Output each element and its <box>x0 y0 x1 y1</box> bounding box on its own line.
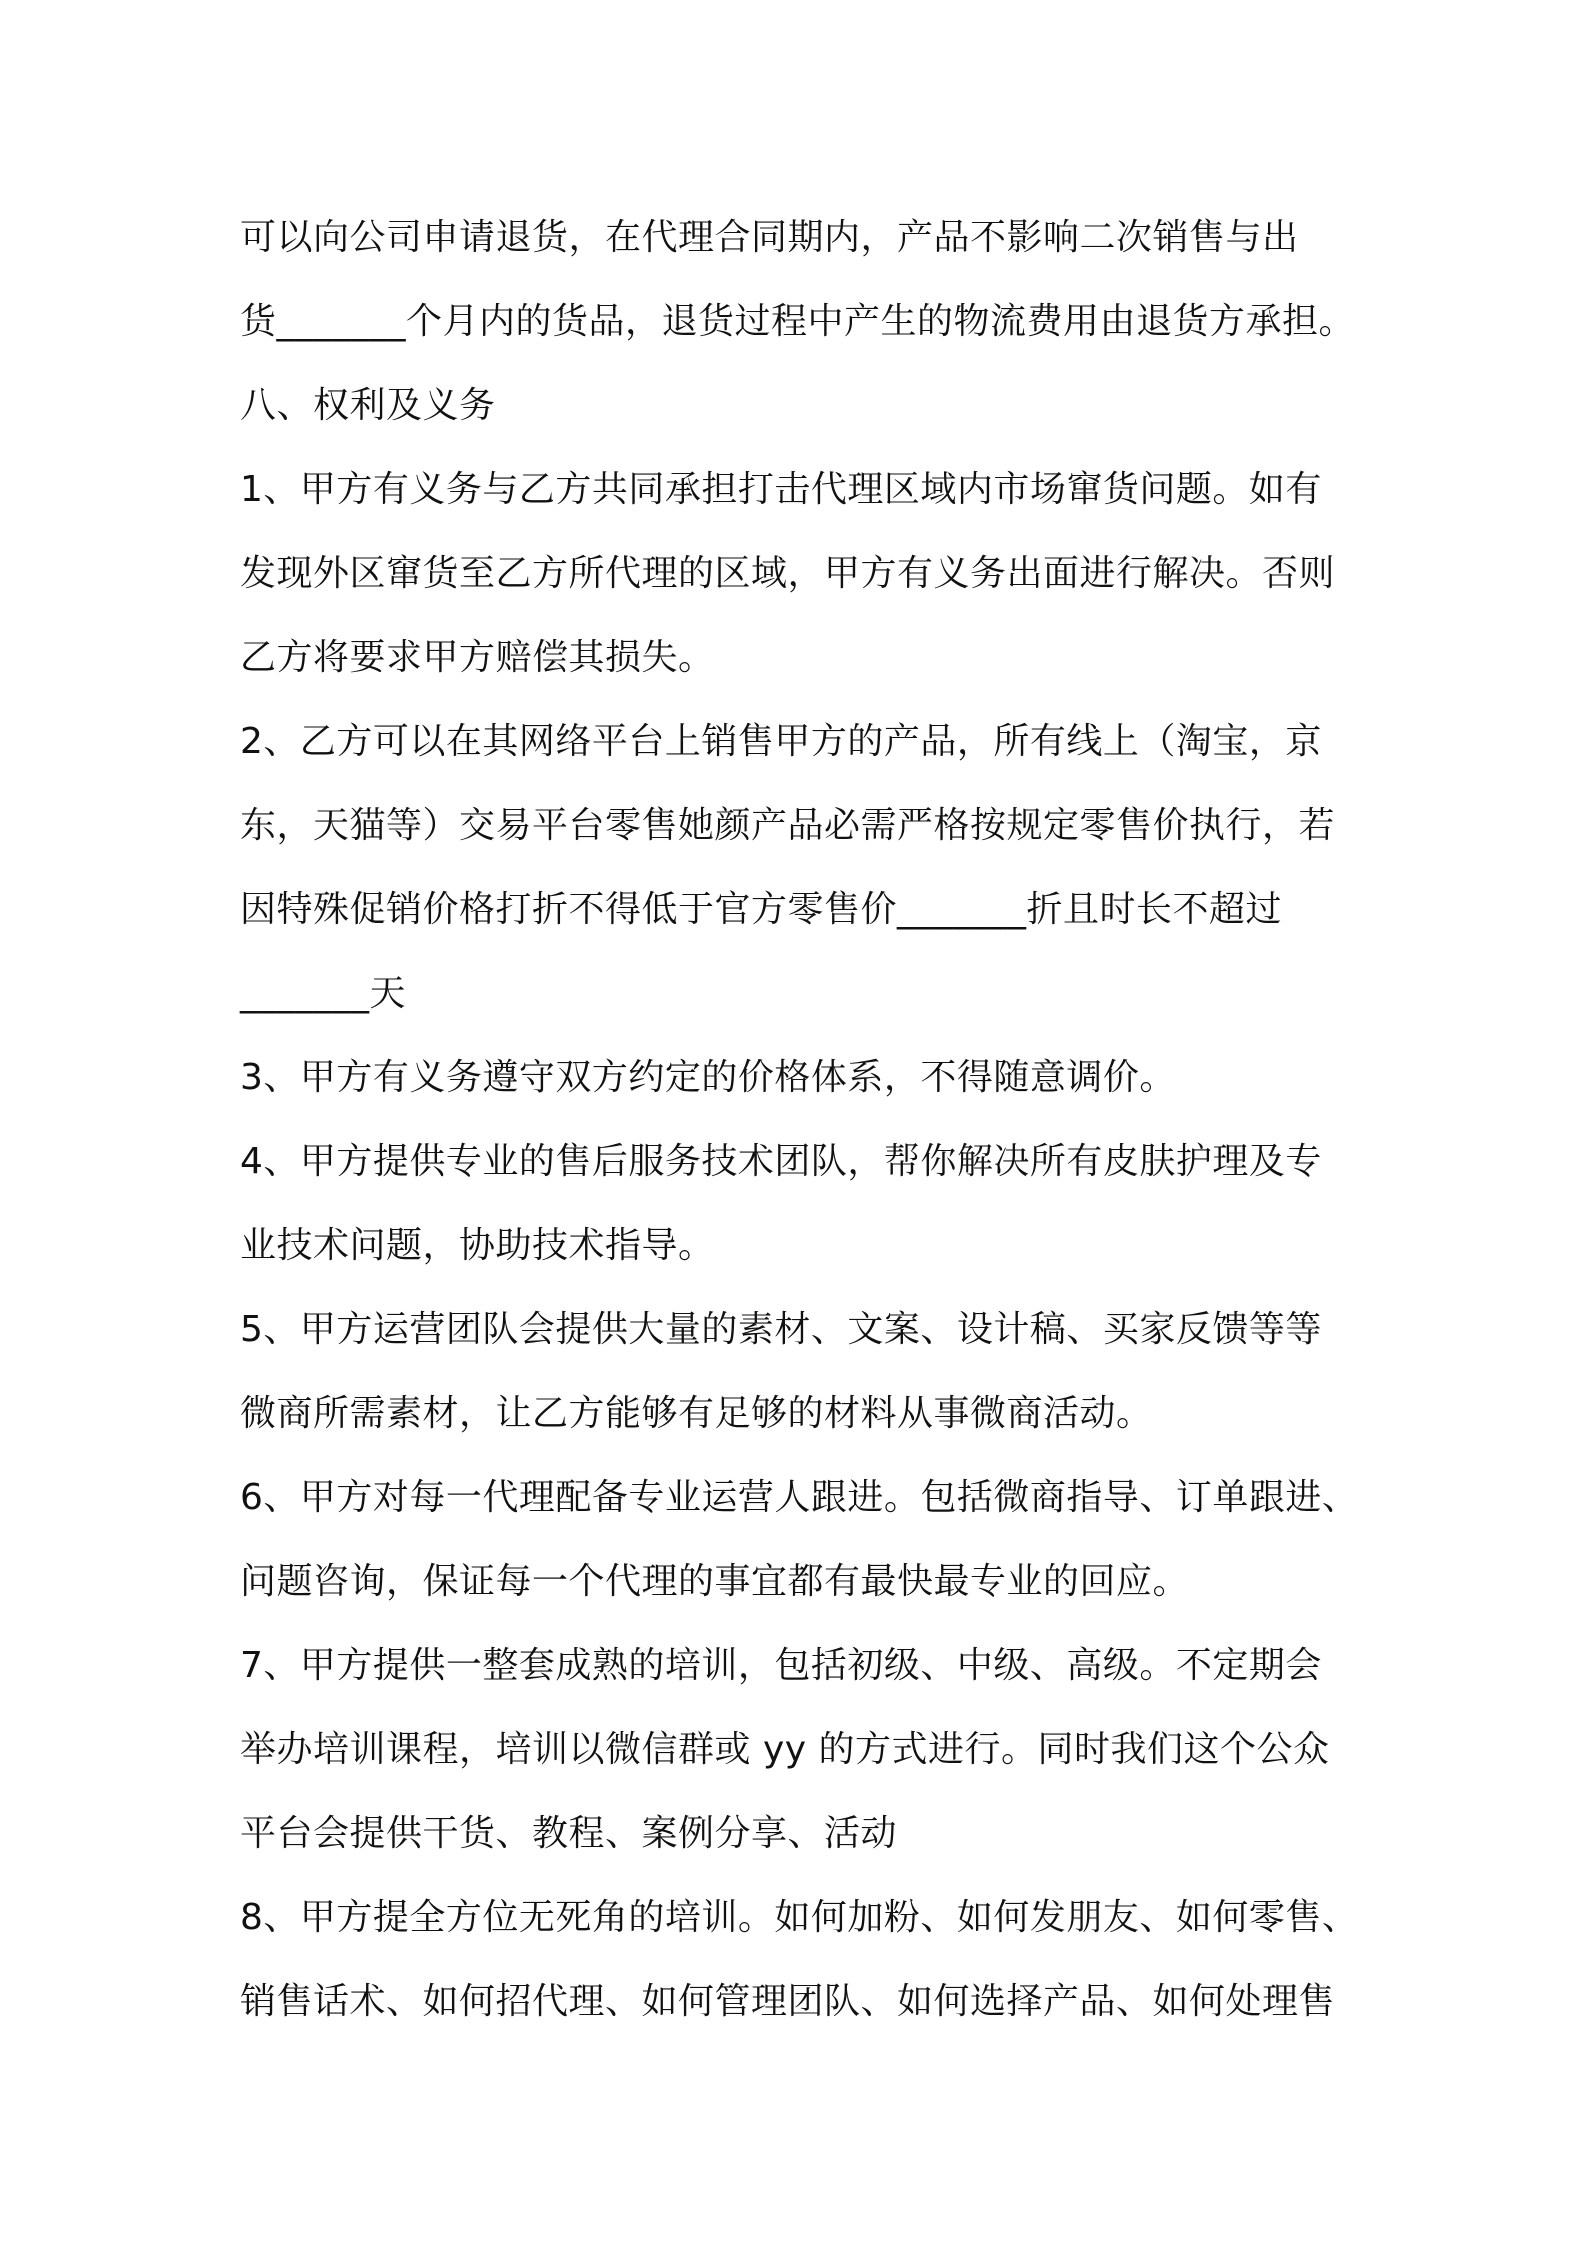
text-line: 销售话术、如何招代理、如何管理团队、如何选择产品、如何处理售 <box>240 1981 1336 2022</box>
text-line: 6、甲方对每一代理配备专业运营人跟进。包括微商指导、订单跟进、 <box>240 1477 1359 1518</box>
text-line: 1、甲方有义务与乙方共同承担打击代理区域内市场窜货问题。如有 <box>240 469 1322 510</box>
text-line: 货_______个月内的货品，退货过程中产生的物流费用由退货方承担。 <box>240 301 1356 342</box>
text-line: 7、甲方提供一整套成熟的培训，包括初级、中级、高级。不定期会 <box>240 1645 1322 1686</box>
document-body <box>240 196 1370 2044</box>
section-heading: 八、权利及义务 <box>240 385 496 426</box>
text-line: 乙方将要求甲方赔偿其损失。 <box>240 637 715 678</box>
text-line: 举办培训课程，培训以微信群或 yy 的方式进行。同时我们这个公众 <box>240 1729 1330 1770</box>
text-line: 东，天猫等）交易平台零售她颜产品必需严格按规定零售价执行，若 <box>240 805 1336 846</box>
text-line: 发现外区窜货至乙方所代理的区域，甲方有义务出面进行解决。否则 <box>240 553 1336 594</box>
text-line: _______天 <box>240 973 407 1014</box>
text-line: 2、乙方可以在其网络平台上销售甲方的产品，所有线上（淘宝，京 <box>240 721 1322 762</box>
text-line: 问题咨询，保证每一个代理的事宜都有最快最专业的回应。 <box>240 1561 1190 1602</box>
text-line: 5、甲方运营团队会提供大量的素材、文案、设计稿、买家反馈等等 <box>240 1309 1322 1350</box>
text-line: 微商所需素材，让乙方能够有足够的材料从事微商活动。 <box>240 1393 1153 1434</box>
text-line: 4、甲方提供专业的售后服务技术团队，帮你解决所有皮肤护理及专 <box>240 1141 1322 1182</box>
text-line: 8、甲方提全方位无死角的培训。如何加粉、如何发朋友、如何零售、 <box>240 1897 1359 1938</box>
text-line: 3、甲方有义务遵守双方约定的价格体系，不得随意调价。 <box>240 1057 1176 1098</box>
text-line: 因特殊促销价格打折不得低于官方零售价_______折且时长不超过 <box>240 889 1283 930</box>
text-line: 业技术问题，协助技术指导。 <box>240 1225 715 1266</box>
text-line: 平台会提供干货、教程、案例分享、活动 <box>240 1813 898 1854</box>
text-line: 可以向公司申请退货，在代理合同期内，产品不影响二次销售与出 <box>240 217 1299 258</box>
